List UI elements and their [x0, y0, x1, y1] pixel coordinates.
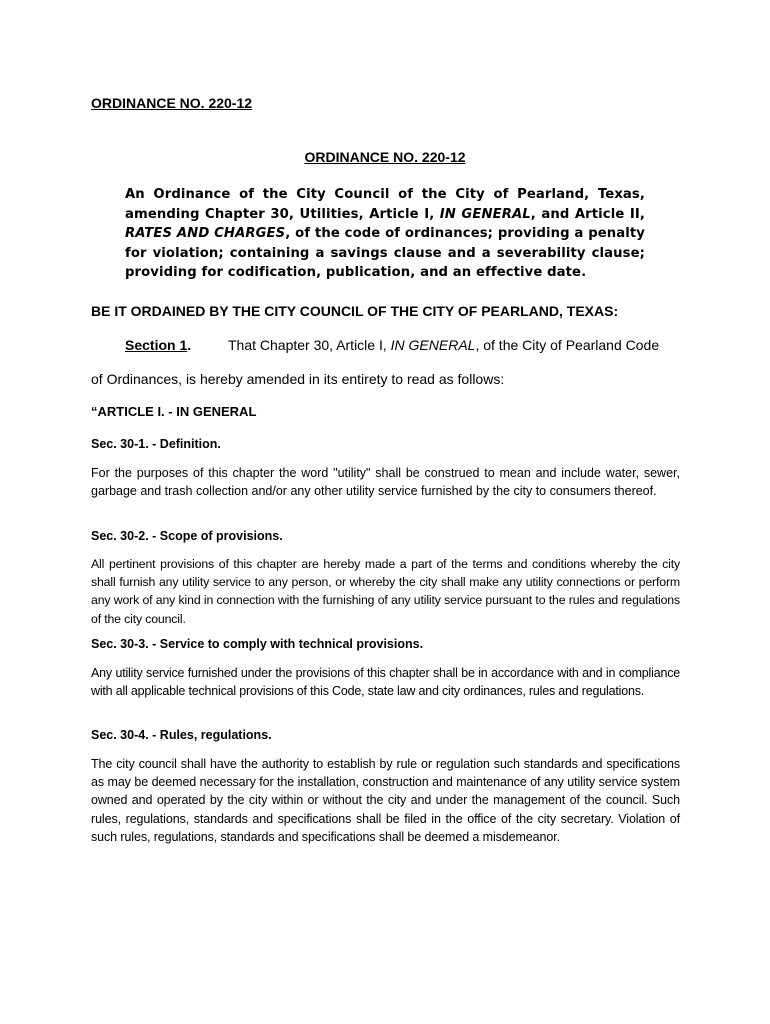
section-body: Any utility service furnished under the provisions of this chapter shall be in accordance with and in compliance with all applicable technical provisions of this Code, state law and city ordinances, rules and regulations. [91, 666, 680, 699]
header-ordinance-number: ORDINANCE NO. 220-12 [91, 95, 253, 111]
section-heading: Sec. 30-3. - Service to comply with technical provisions. [91, 637, 424, 651]
section-body: All pertinent provisions of this chapter are hereby made a part of the terms and conditions whereby the city shall furnish any utility service to any person, or whereby the city shall make any utility connections or perform any work of any kind in connection with the furnishing of any utility service pursuant to the rules and regulations of the city council. [91, 557, 680, 626]
section-1-text-a: That Chapter 30, Article I, [228, 337, 391, 353]
section-1-dot: . [187, 337, 192, 353]
section-1-continuation: of Ordinances, is hereby amended in its entirety to read as follows: [91, 371, 505, 387]
section-1-text-italic: IN GENERAL [390, 337, 476, 353]
section-heading: Sec. 30-1. - Definition. [91, 437, 221, 451]
ordinance-title-text: ORDINANCE NO. 220-12 [304, 149, 466, 165]
ordinance-caption [125, 185, 645, 283]
section-heading: Sec. 30-4. - Rules, regulations. [91, 728, 272, 742]
caption-part-2: , and Article II, [530, 206, 645, 222]
section-1-label-wrap [125, 337, 191, 353]
section-1-label: Section 1 [125, 337, 188, 353]
section-body: The city council shall have the authority to establish by rule or regulation such standards and specifications as may be deemed necessary for the installation, construction and maintenance of any utility service system owned and operated by the city within or without the city and under the management of the council. Such rules, regulations, standards and specifications shall be filed in the office of the city secretary. Violation of such rules, regulations, standards and specifications shall be deemed a misdemeanor. [91, 757, 680, 844]
section-1-text [228, 337, 659, 353]
section-1-text-b: , of the City of Pearland Code [475, 337, 660, 353]
caption-italic-1: IN GENERAL [439, 206, 531, 222]
section-heading: Sec. 30-2. - Scope of provisions. [91, 529, 283, 543]
article-heading: “ARTICLE I. - IN GENERAL [91, 404, 257, 419]
ordinance-title [0, 149, 770, 165]
caption-italic-2: RATES AND CHARGES [125, 226, 286, 241]
ordaining-clause: BE IT ORDAINED BY THE CITY COUNCIL OF THE CITY OF PEARLAND, TEXAS: [91, 303, 619, 319]
section-body: For the purposes of this chapter the word "utility" shall be construed to mean and include water, sewer, garbage and trash collection and/or any other utility service furnished by the city to consumers thereof. [91, 466, 680, 499]
caption-part-3: , of the code of ordinances; providing a penalty for violation; containing a savings clause and a severability clause; providing for codification, publication, and an effective date. [125, 226, 646, 280]
caption-part-1: An Ordinance of the City Council of the City of Pearland, Texas, amending Chapter 30, Utilities, Article I, [125, 187, 645, 222]
